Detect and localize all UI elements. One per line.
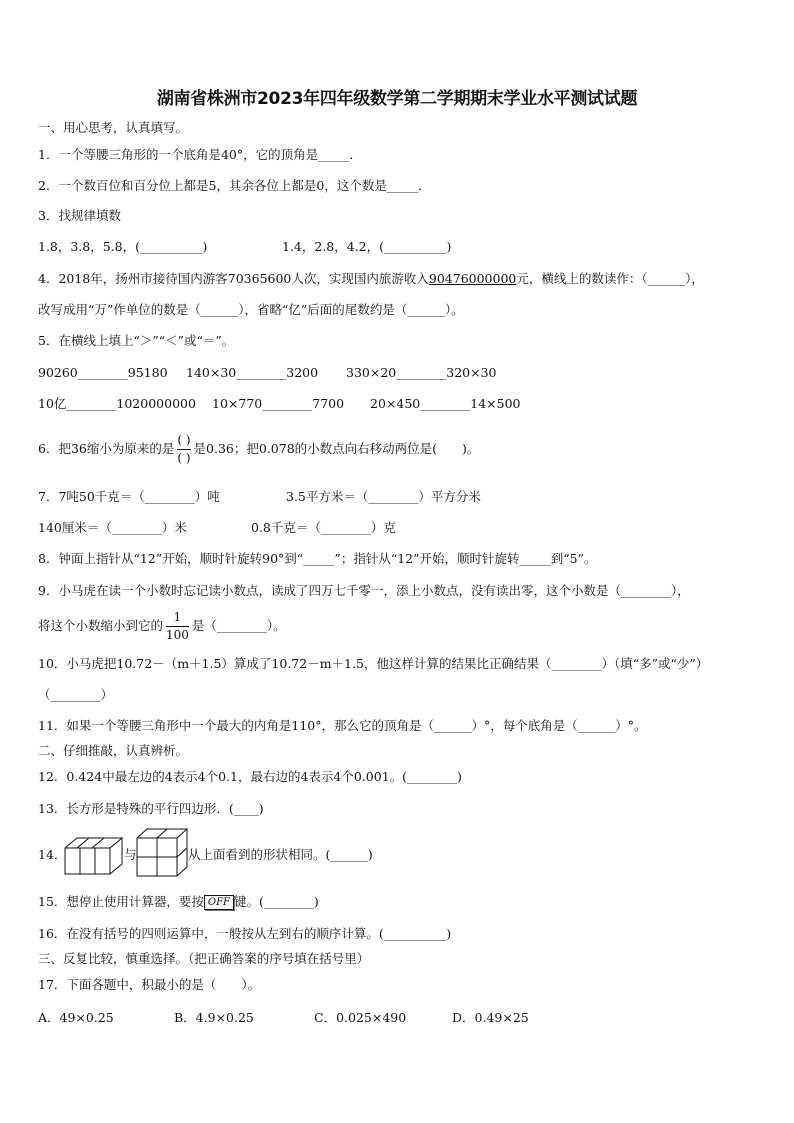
question-14-number: 14． <box>38 847 67 862</box>
question-15 <box>38 893 319 911</box>
question-12: 12．0.424中最左边的4表示4个0.1，最右边的4表示4个0.001。(________) <box>38 769 462 784</box>
question-4-income-number: 90476000000 <box>428 271 517 286</box>
question-17-option-c: C．0.025×490 <box>314 1010 407 1025</box>
question-17-option-b: B．4.9×0.25 <box>174 1010 254 1025</box>
cube-stack-figure <box>136 828 188 878</box>
fraction-denominator: 100 <box>166 628 189 642</box>
question-9-line-2 <box>38 605 286 647</box>
question-15-text-pre: 15．想停止使用计算器，要按 <box>38 894 204 909</box>
question-10-line-2: （________） <box>38 687 114 702</box>
question-15-text-post: 键。(________) <box>234 894 319 909</box>
question-6 <box>38 428 479 470</box>
cuboid-three-blocks-figure <box>64 836 124 876</box>
section-3-heading: 三、反复比较，慎重选择。（把正确答案的序号填在括号里） <box>38 951 370 966</box>
question-5-row-1-c: 330×20________320×30 <box>346 365 497 380</box>
question-6-text-pre: 6．把36缩小为原来的是 <box>38 441 175 456</box>
question-10-line-1: 10．小马虎把10.72－（m＋1.5）算成了10.72－m＋1.5，他这样计算的结果比正确结果（________）（填“多”或“少”） <box>38 656 709 671</box>
question-4-text-post: 元，横线上的数读作：（______）， <box>516 271 704 286</box>
off-key-icon: OFF <box>204 895 234 910</box>
question-2: 2．一个数百位和百分位上都是5，其余各位上都是0，这个数是_____． <box>38 178 431 193</box>
question-3-sequence-b: 1.4，2.8，4.2，(__________) <box>282 239 452 254</box>
question-9-text-pre: 将这个小数缩小到它的 <box>38 618 164 633</box>
question-5-row-1-a: 90260________95180 <box>38 365 168 380</box>
question-13: 13．长方形是特殊的平行四边形．(____) <box>38 801 264 816</box>
question-4-line-2: 改写成用“万”作单位的数是（______），省略“亿”后面的尾数约是（______）。 <box>38 302 464 317</box>
question-17-option-a: A．49×0.25 <box>38 1010 114 1025</box>
question-17-option-d: D．0.49×25 <box>452 1010 529 1025</box>
question-7-b: 3.5平方米＝（________）平方分米 <box>286 489 481 504</box>
question-9-line-1: 9．小马虎在读一个小数时忘记读小数点，读成了四万七千零一，添上小数点，没有读出零，这个小数是（________）， <box>38 583 690 598</box>
question-7-a: 7．7吨50千克＝（________）吨 <box>38 489 220 504</box>
question-11: 11．如果一个等腰三角形中一个最大的内角是110°，那么它的顶角是（______）°，每个底角是（______）°。 <box>38 718 647 733</box>
question-14-text: 从上面看到的形状相同。(______) <box>188 847 373 862</box>
question-1: 1．一个等腰三角形的一个底角是40°，它的顶角是_____． <box>38 147 362 162</box>
question-4-line-1 <box>38 270 704 288</box>
question-8: 8．钟面上指针从“12”开始，顺时针旋转90°到“_____”；指针从“12”开始，顺时针旋转_____到“5”。 <box>38 551 597 566</box>
section-1-heading: 一、用心思考，认真填写。 <box>38 120 189 135</box>
question-5-row-1-b: 140×30________3200 <box>186 365 319 380</box>
question-5-row-2-a: 10亿________1020000000 <box>38 396 196 411</box>
question-5: 5．在横线上填上“＞”“＜”或“＝”。 <box>38 333 235 348</box>
question-14-and: 与 <box>124 847 137 862</box>
page-title: 湖南省株洲市2023年四年级数学第二学期期末学业水平测试试题 <box>156 89 638 109</box>
question-7-c: 140厘米＝（________）米 <box>38 520 187 535</box>
question-4-text-pre: 4．2018年，扬州市接待国内游客70365600人次，实现国内旅游收入 <box>38 271 429 286</box>
question-6-fraction <box>177 433 190 466</box>
fraction-denominator: ( ) <box>177 451 191 465</box>
fraction-numerator: ( ) <box>177 433 191 447</box>
question-7-d: 0.8千克＝（________）克 <box>251 520 396 535</box>
question-6-text-post: 是0.36；把0.078的小数点向右移动两位是( )。 <box>193 441 480 456</box>
question-16: 16．在没有括号的四则运算中，一般按从左到右的顺序计算。(__________) <box>38 926 452 941</box>
question-5-row-2-c: 20×450________14×500 <box>370 396 521 411</box>
question-9-text-post: 是（________）。 <box>191 618 286 633</box>
question-5-row-2-b: 10×770________7700 <box>212 396 345 411</box>
question-9-fraction <box>166 610 189 643</box>
question-14 <box>38 846 66 864</box>
section-2-heading: 二、仔细推敲，认真辨析。 <box>38 743 189 758</box>
fraction-numerator: 1 <box>173 610 182 624</box>
question-3: 3．找规律填数 <box>38 208 121 223</box>
question-3-sequence-a: 1.8，3.8，5.8，(__________) <box>38 239 208 254</box>
question-17: 17．下面各题中，积最小的是（ ）。 <box>38 977 261 992</box>
